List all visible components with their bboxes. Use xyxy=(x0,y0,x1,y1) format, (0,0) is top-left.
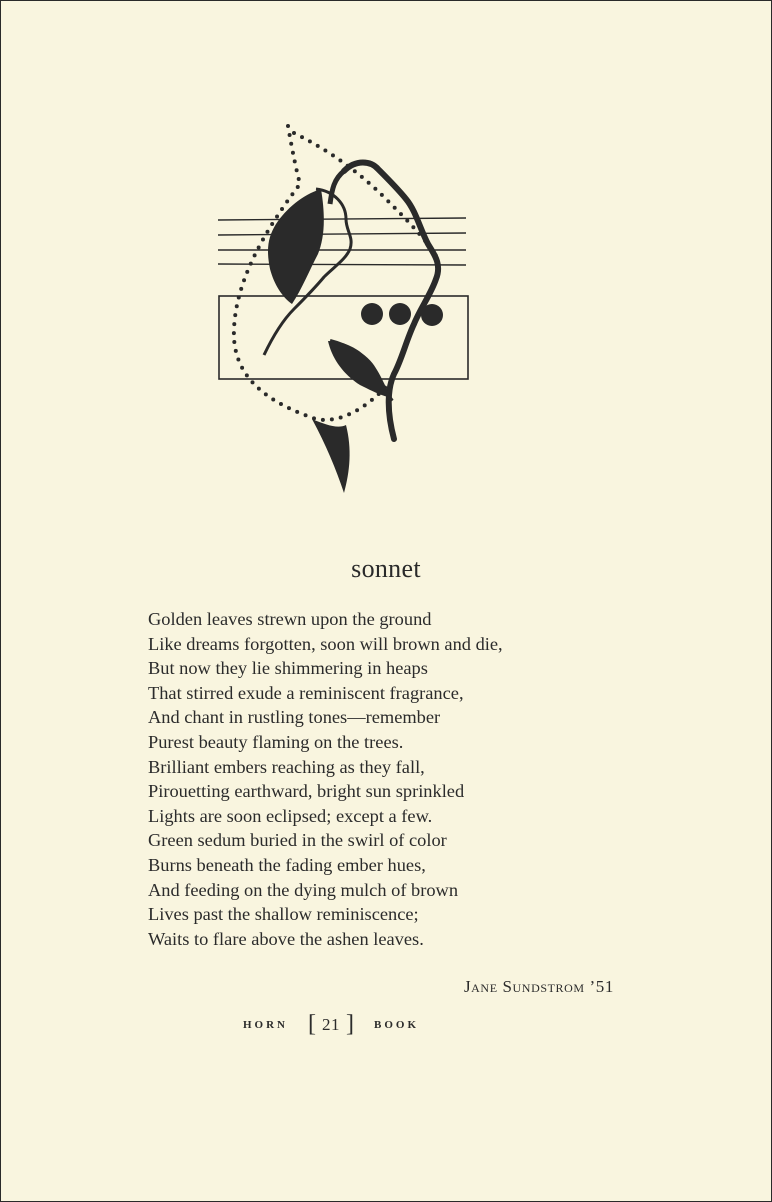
poem-line: Purest beauty flaming on the trees. xyxy=(148,731,404,752)
poem-line: Burns beneath the fading ember hues, xyxy=(148,854,426,875)
poem-line: Brilliant embers reaching as they fall, xyxy=(148,756,425,777)
poem-line: Green sedum buried in the swirl of color xyxy=(148,830,447,851)
poem-line: Golden leaves strewn upon the ground xyxy=(148,609,432,629)
footer-right-word: BOOK xyxy=(374,1018,420,1031)
poem-line: And chant in rustling tones—remember xyxy=(148,707,441,728)
poem-line: Waits to flare above the ashen leaves. xyxy=(148,928,424,949)
poem-body xyxy=(148,607,503,951)
page-footer xyxy=(243,1011,419,1038)
leaf-music-illustration xyxy=(206,119,486,509)
footer-left-word: HORN xyxy=(243,1018,288,1031)
poem-line: That stirred exude a reminiscent fragrance, xyxy=(148,682,464,703)
author-credit: Jane Sundstrom ’51 xyxy=(463,977,614,996)
page-number: 21 xyxy=(322,1014,340,1034)
poem-title: sonnet xyxy=(351,554,421,583)
poem-line: And feeding on the dying mulch of brown xyxy=(148,879,459,900)
close-bracket: ] xyxy=(346,1011,354,1037)
poem-line: Lights are soon eclipsed; except a few. xyxy=(148,805,433,826)
poem-line: Like dreams forgotten, soon will brown and die, xyxy=(148,633,503,654)
open-bracket: [ xyxy=(308,1011,316,1037)
poem-line: Pirouetting earthward, bright sun sprinkled xyxy=(148,781,465,802)
poem-line: But now they lie shimmering in heaps xyxy=(148,658,428,679)
poem-line: Lives past the shallow reminiscence; xyxy=(148,904,419,925)
